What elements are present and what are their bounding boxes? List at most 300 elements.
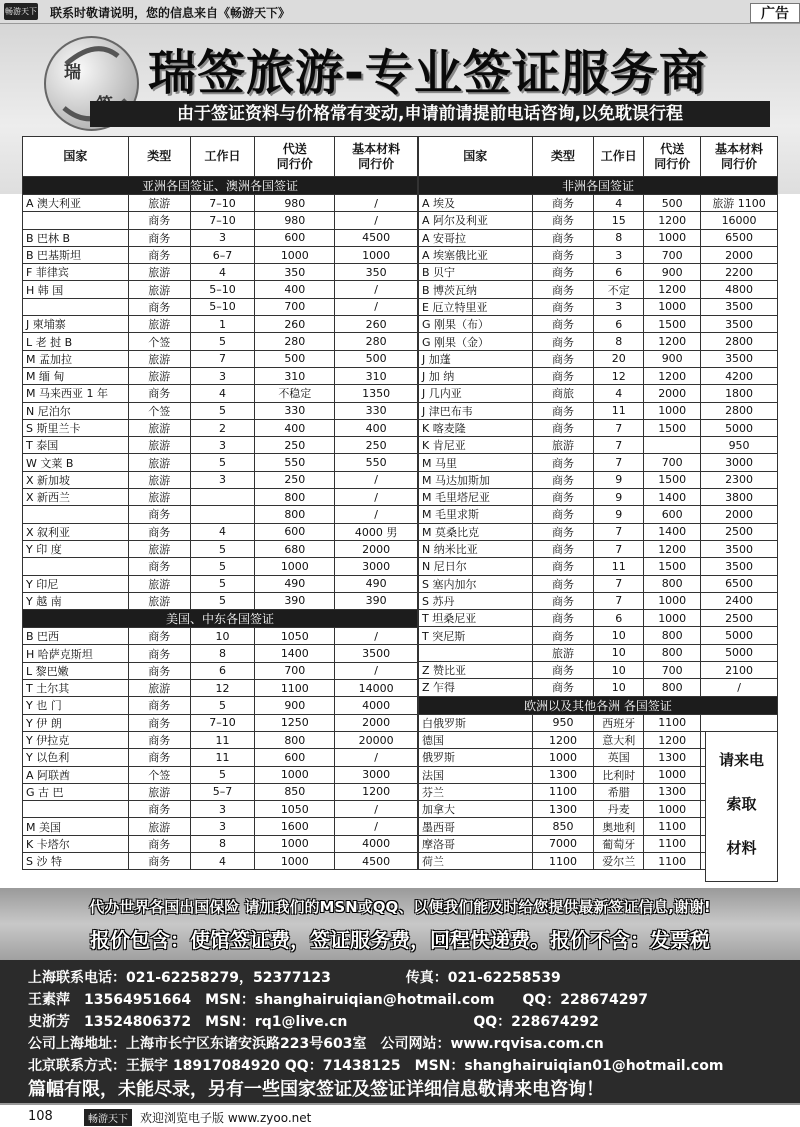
table-cell: 1300: [644, 749, 701, 766]
table-cell: 3: [190, 818, 255, 835]
table-cell: 500: [255, 350, 335, 367]
table-cell: N 尼泊尔: [23, 402, 129, 419]
table-cell: 旅游: [128, 316, 190, 333]
table-cell: 1300: [532, 766, 594, 783]
table-cell: 4: [190, 523, 255, 540]
table-cell: 个签: [128, 766, 190, 783]
table-cell: 11: [594, 402, 644, 419]
table-cell: 1000: [335, 246, 418, 263]
table-cell: Z 赞比亚: [419, 662, 533, 679]
table-cell: 2400: [701, 592, 778, 609]
table-cell: 商务: [128, 523, 190, 540]
table-cell: 400: [255, 281, 335, 298]
table-cell: 16000: [701, 212, 778, 229]
brand-title: 瑞签旅游-专业签证服务商: [148, 45, 708, 101]
table-cell: 1100: [644, 818, 701, 835]
table-cell: 500: [335, 350, 418, 367]
table-cell: M 莫桑比克: [419, 523, 533, 540]
table-cell: S 沙 特: [23, 852, 129, 869]
table-cell: 商务: [128, 801, 190, 818]
table-cell: 1800: [701, 385, 778, 402]
table-cell: 490: [255, 575, 335, 592]
table-cell: /: [335, 506, 418, 523]
table-cell: 加拿大: [419, 801, 533, 818]
table-cell: E 厄立特里亚: [419, 298, 533, 315]
table-cell: 600: [255, 523, 335, 540]
table-row: [419, 316, 778, 333]
table-cell: 商旅: [532, 385, 594, 402]
table-row: [419, 523, 778, 540]
table-cell: 850: [255, 783, 335, 800]
table-cell: N 尼日尔: [419, 558, 533, 575]
table-cell: 2500: [701, 610, 778, 627]
table-cell: 390: [255, 592, 335, 609]
table-row: [23, 558, 418, 575]
table-cell: /: [335, 818, 418, 835]
table-cell: 980: [255, 212, 335, 229]
table-cell: Z 乍得: [419, 679, 533, 696]
table-cell: 1: [190, 316, 255, 333]
column-header: 基本材料 同行价: [335, 137, 418, 177]
table-row: [419, 264, 778, 281]
table-cell: /: [701, 679, 778, 696]
top-bar: [0, 0, 800, 24]
table-cell: L 老 挝 B: [23, 333, 129, 350]
table-row: [23, 367, 418, 384]
column-header: 工作日: [190, 137, 255, 177]
table-cell: [190, 489, 255, 506]
table-cell: 330: [335, 402, 418, 419]
table-cell: 旅游: [128, 471, 190, 488]
insurance-note: 代办世界各国出国保险 请加我们的MSN或QQ、以便我们能及时给您提供最新签证信息,谢谢!: [89, 898, 711, 916]
source-note: 联系时敬请说明，您的信息来自《畅游天下》: [50, 6, 291, 20]
table-cell: 商务: [532, 454, 594, 471]
table-cell: L 黎巴嫩: [23, 662, 129, 679]
table-cell: 3: [190, 437, 255, 454]
left-visa-table: [22, 136, 418, 870]
table-cell: F 菲律宾: [23, 264, 129, 281]
table-cell: 7: [594, 419, 644, 436]
section-title: 美国、中东各国签证: [23, 610, 418, 628]
table-cell: 旅游: [532, 437, 594, 454]
table-cell: 旅游: [128, 818, 190, 835]
table-cell: 1000: [255, 558, 335, 575]
table-cell: 希腊: [594, 783, 644, 800]
table-row: [419, 679, 778, 696]
table-cell: G 刚果（金）: [419, 333, 533, 350]
price-inclusion-note: 报价包含：使馆签证费，签证服务费，回程快递费。报价不含：发票税: [90, 928, 710, 952]
table-cell: 芬兰: [419, 783, 533, 800]
table-cell: M 缅 甸: [23, 367, 129, 384]
table-cell: J 柬埔寨: [23, 316, 129, 333]
table-row: [419, 489, 778, 506]
table-cell: 葡萄牙: [594, 835, 644, 852]
table-cell: 1300: [532, 801, 594, 818]
notice-banner: 由于签证资料与价格常有变动,申请前请提前电话咨询,以免耽误行程: [90, 101, 770, 127]
table-cell: /: [335, 195, 418, 212]
table-row: [23, 575, 418, 592]
table-row: [23, 592, 418, 609]
table-cell: [23, 298, 129, 315]
table-cell: 1000: [532, 749, 594, 766]
ad-label: 广告: [750, 3, 800, 23]
footer-url: 欢迎浏览电子版 www.zyoo.net: [140, 1111, 312, 1125]
table-cell: Y 伊 朗: [23, 714, 129, 731]
table-cell: 旅游: [128, 350, 190, 367]
table-cell: 1000: [644, 801, 701, 818]
table-row: [23, 801, 418, 818]
table-cell: 旅游: [128, 489, 190, 506]
table-cell: A 安哥拉: [419, 229, 533, 246]
table-cell: W 文莱 B: [23, 454, 129, 471]
table-cell: 12: [190, 680, 255, 697]
table-cell: 900: [255, 697, 335, 714]
table-cell: 2200: [701, 264, 778, 281]
table-cell: 6: [594, 316, 644, 333]
table-cell: [23, 558, 129, 575]
table-row: [419, 662, 778, 679]
section-title: 非洲各国签证: [419, 177, 778, 195]
table-cell: J 津巴布韦: [419, 402, 533, 419]
table-cell: 14000: [335, 680, 418, 697]
table-cell: [644, 437, 701, 454]
table-cell: 4: [594, 195, 644, 212]
table-row: [23, 229, 418, 246]
table-row: [23, 281, 418, 298]
table-cell: 商务: [128, 506, 190, 523]
table-row: [419, 592, 778, 609]
page-number: 108: [28, 1109, 53, 1124]
table-cell: 2800: [701, 333, 778, 350]
table-row: [419, 350, 778, 367]
table-cell: 1100: [532, 783, 594, 800]
table-cell: Y 也 门: [23, 697, 129, 714]
table-cell: 7: [594, 540, 644, 557]
table-row: [23, 714, 418, 731]
table-cell: 旅游: [128, 540, 190, 557]
table-cell: 个签: [128, 402, 190, 419]
contact-shi: 史浙芳 13524806372 MSN：rq1@live.cn QQ：228674292: [28, 1014, 599, 1030]
table-cell: 不定: [594, 281, 644, 298]
table-cell: A 阿尔及利亚: [419, 212, 533, 229]
table-cell: 西班牙: [594, 714, 644, 731]
table-cell: 商务: [532, 195, 594, 212]
table-row: [419, 714, 778, 731]
table-row: [23, 766, 418, 783]
table-row: [23, 749, 418, 766]
table-cell: /: [335, 471, 418, 488]
table-cell: 700: [644, 662, 701, 679]
table-cell: 5: [190, 454, 255, 471]
table-cell: 4000: [335, 697, 418, 714]
table-cell: 280: [335, 333, 418, 350]
table-row: [23, 628, 418, 645]
call-line: 请来电: [718, 751, 764, 769]
table-cell: 260: [335, 316, 418, 333]
table-cell: 旅游: [128, 680, 190, 697]
table-cell: 3500: [701, 558, 778, 575]
table-cell: 950: [532, 714, 594, 731]
table-cell: /: [335, 489, 418, 506]
table-cell: 商务: [128, 298, 190, 315]
table-cell: M 毛里塔尼亚: [419, 489, 533, 506]
table-cell: 9: [594, 471, 644, 488]
table-row: [23, 680, 418, 697]
table-cell: 2800: [701, 402, 778, 419]
table-cell: 10: [594, 662, 644, 679]
table-cell: 商务: [532, 298, 594, 315]
table-cell: [23, 506, 129, 523]
table-cell: 11: [190, 749, 255, 766]
table-cell: 800: [644, 679, 701, 696]
table-cell: 10: [594, 644, 644, 661]
table-cell: 商务: [532, 419, 594, 436]
table-cell: 10: [594, 679, 644, 696]
table-cell: 旅游: [532, 644, 594, 661]
table-cell: 1100: [644, 852, 701, 869]
table-row: [23, 316, 418, 333]
table-cell: 商务: [532, 523, 594, 540]
table-row: [23, 246, 418, 263]
table-cell: 7000: [532, 835, 594, 852]
table-row: [419, 454, 778, 471]
table-cell: 4000 男: [335, 523, 418, 540]
table-cell: 商务: [532, 367, 594, 384]
table-cell: B 巴基斯坦: [23, 246, 129, 263]
table-cell: 3: [190, 471, 255, 488]
table-row: [23, 471, 418, 488]
section-header: [419, 177, 778, 195]
table-cell: 1000: [644, 298, 701, 315]
table-cell: [701, 714, 778, 731]
table-cell: 商务: [128, 749, 190, 766]
table-row: [419, 402, 778, 419]
table-row: [23, 783, 418, 800]
table-cell: J 几内亚: [419, 385, 533, 402]
table-cell: T 泰国: [23, 437, 129, 454]
table-cell: 400: [255, 419, 335, 436]
table-cell: J 加 纳: [419, 367, 533, 384]
table-row: [419, 419, 778, 436]
table-cell: 1000: [255, 835, 335, 852]
table-row: [23, 852, 418, 869]
table-cell: 1500: [644, 471, 701, 488]
table-cell: 商务: [128, 835, 190, 852]
table-cell: 11: [190, 731, 255, 748]
table-cell: 3: [190, 229, 255, 246]
table-cell: 7–10: [190, 714, 255, 731]
table-cell: 700: [644, 246, 701, 263]
section-header: [419, 696, 778, 714]
table-cell: 旅游: [128, 264, 190, 281]
table-cell: 5: [190, 592, 255, 609]
table-row: [419, 212, 778, 229]
table-cell: 5: [190, 333, 255, 350]
table-cell: 1200: [644, 367, 701, 384]
table-cell: Y 印尼: [23, 575, 129, 592]
table-cell: 意大利: [594, 731, 644, 748]
table-cell: 9: [594, 489, 644, 506]
table-cell: 商务: [532, 679, 594, 696]
table-cell: 旅游: [128, 281, 190, 298]
table-cell: 7–10: [190, 195, 255, 212]
table-cell: 1400: [644, 523, 701, 540]
table-cell: 5000: [701, 644, 778, 661]
column-header: 代送 同行价: [644, 137, 701, 177]
table-row: [23, 697, 418, 714]
table-cell: 1400: [255, 645, 335, 662]
table-row: [23, 835, 418, 852]
table-cell: 摩洛哥: [419, 835, 533, 852]
table-row: [23, 523, 418, 540]
table-cell: [23, 801, 129, 818]
table-cell: 3500: [701, 298, 778, 315]
table-row: [23, 402, 418, 419]
table-cell: 15: [594, 212, 644, 229]
table-cell: 个签: [128, 333, 190, 350]
table-row: [23, 731, 418, 748]
table-cell: 旅游: [128, 783, 190, 800]
table-cell: 800: [255, 489, 335, 506]
table-cell: 商务: [532, 662, 594, 679]
table-cell: 爱尔兰: [594, 852, 644, 869]
table-cell: /: [335, 801, 418, 818]
table-cell: 4: [190, 385, 255, 402]
table-cell: /: [335, 281, 418, 298]
table-cell: 商务: [128, 714, 190, 731]
table-cell: 3800: [701, 489, 778, 506]
table-row: [419, 540, 778, 557]
table-cell: 3000: [335, 558, 418, 575]
call-line: 材料: [726, 839, 757, 857]
table-cell: Y 伊拉克: [23, 731, 129, 748]
table-cell: [23, 212, 129, 229]
table-cell: 5: [190, 575, 255, 592]
price-note-band: [0, 888, 800, 960]
table-cell: 600: [255, 749, 335, 766]
table-cell: 1200: [644, 333, 701, 350]
table-row: [23, 489, 418, 506]
table-cell: T 土尔其: [23, 680, 129, 697]
table-cell: 1400: [644, 489, 701, 506]
table-cell: 800: [255, 731, 335, 748]
table-cell: 310: [335, 367, 418, 384]
table-cell: 旅游: [128, 575, 190, 592]
table-cell: 980: [255, 195, 335, 212]
table-cell: X 叙利亚: [23, 523, 129, 540]
table-cell: K 喀麦隆: [419, 419, 533, 436]
table-cell: N 纳米比亚: [419, 540, 533, 557]
table-cell: 2500: [701, 523, 778, 540]
table-cell: 商务: [128, 229, 190, 246]
table-cell: 400: [335, 419, 418, 436]
table-cell: 商务: [128, 645, 190, 662]
table-cell: 1100: [255, 680, 335, 697]
table-cell: 商务: [532, 627, 594, 644]
table-cell: 310: [255, 367, 335, 384]
table-cell: T 坦桑尼亚: [419, 610, 533, 627]
table-cell: 1000: [255, 766, 335, 783]
table-cell: /: [335, 749, 418, 766]
table-cell: 旅游: [128, 437, 190, 454]
call-line: 索取: [726, 795, 757, 813]
table-row: [23, 212, 418, 229]
table-cell: B 博茨瓦纳: [419, 281, 533, 298]
table-cell: 2000: [335, 714, 418, 731]
table-cell: 7: [594, 454, 644, 471]
table-cell: 1000: [644, 610, 701, 627]
table-cell: 商务: [128, 385, 190, 402]
table-row: [23, 298, 418, 315]
table-row: [419, 437, 778, 454]
table-cell: 5: [190, 558, 255, 575]
table-cell: J 加蓬: [419, 350, 533, 367]
table-cell: 5: [190, 766, 255, 783]
table-cell: 7: [594, 575, 644, 592]
table-cell: 250: [255, 437, 335, 454]
table-row: [23, 419, 418, 436]
table-cell: 旅游: [128, 195, 190, 212]
table-cell: G 古 巴: [23, 783, 129, 800]
table-cell: 1300: [644, 783, 701, 800]
table-cell: 20: [594, 350, 644, 367]
table-cell: /: [335, 662, 418, 679]
table-cell: 6: [594, 264, 644, 281]
table-cell: 500: [644, 195, 701, 212]
table-cell: 600: [255, 229, 335, 246]
table-cell: 1000: [644, 766, 701, 783]
table-cell: 4000: [335, 835, 418, 852]
table-cell: 7: [190, 350, 255, 367]
table-cell: 7: [594, 523, 644, 540]
table-cell: 旅游: [128, 419, 190, 436]
table-row: [23, 662, 418, 679]
table-cell: 680: [255, 540, 335, 557]
table-cell: G 刚果（布）: [419, 316, 533, 333]
table-cell: 5–10: [190, 298, 255, 315]
table-cell: A 澳大利亚: [23, 195, 129, 212]
table-row: [419, 298, 778, 315]
beijing-contact: 北京联系方式：王振宇 18917084920 QQ：71438125 MSN：shanghairuiqian01@hotmail.com: [28, 1058, 724, 1074]
table-cell: 250: [255, 471, 335, 488]
table-cell: 1500: [644, 419, 701, 436]
section-title: 欧洲以及其他各洲 各国签证: [419, 696, 778, 714]
table-cell: 800: [644, 627, 701, 644]
table-cell: M 毛里求斯: [419, 506, 533, 523]
table-cell: 1200: [335, 783, 418, 800]
table-cell: 3500: [335, 645, 418, 662]
table-cell: 商务: [532, 229, 594, 246]
table-cell: 3500: [701, 350, 778, 367]
table-cell: 1000: [255, 246, 335, 263]
table-cell: 4: [594, 385, 644, 402]
table-row: [23, 818, 418, 835]
table-cell: 商务: [532, 212, 594, 229]
magazine-logo: 畅游天下: [4, 3, 38, 20]
table-cell: 商务: [532, 558, 594, 575]
contact-wang: 王素萍 13564951664 MSN：shanghairuiqian@hotmail.com QQ：228674297: [28, 992, 648, 1008]
table-cell: 5: [190, 540, 255, 557]
table-cell: 11: [594, 558, 644, 575]
table-cell: B 巴林 B: [23, 229, 129, 246]
table-cell: 8: [594, 333, 644, 350]
table-row: [419, 558, 778, 575]
table-cell: 700: [255, 298, 335, 315]
table-cell: 白俄罗斯: [419, 714, 533, 731]
table-cell: 3: [190, 801, 255, 818]
table-cell: 390: [335, 592, 418, 609]
table-cell: 350: [335, 264, 418, 281]
